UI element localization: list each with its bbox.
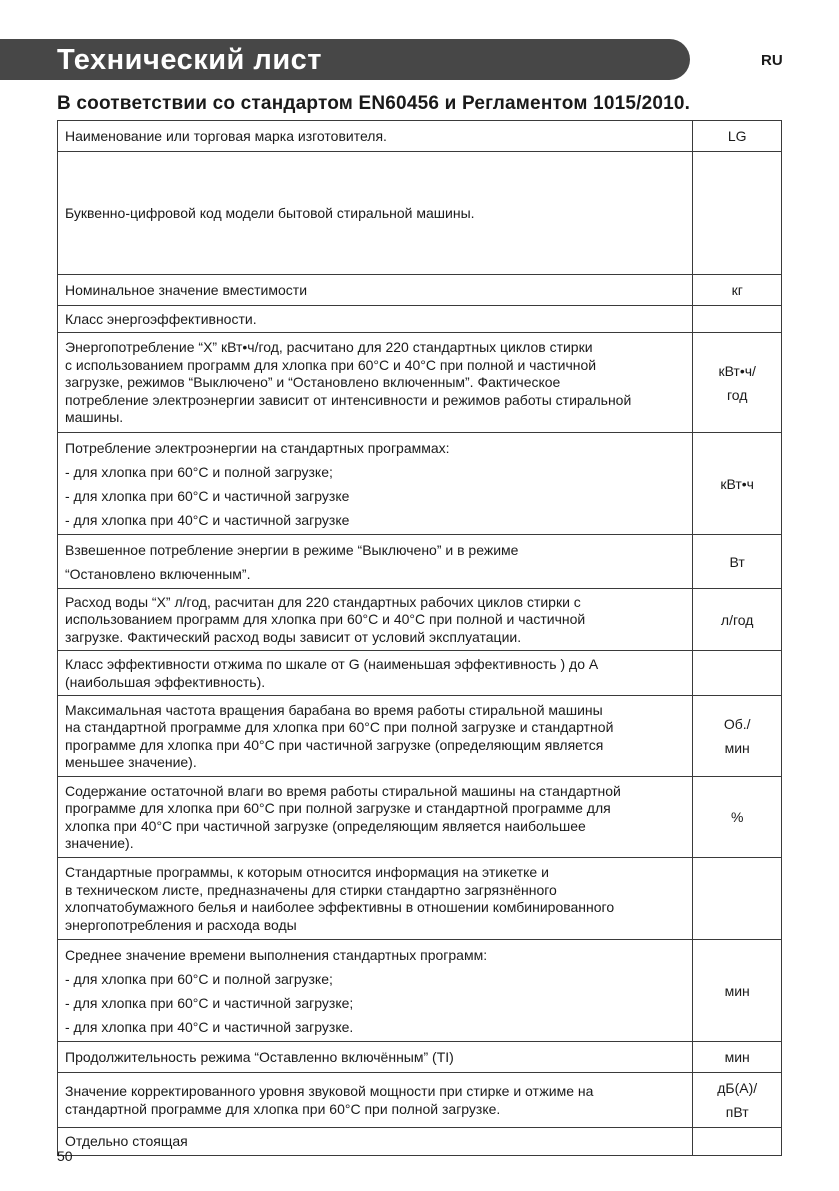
- description-line: Продолжительность режима “Оставленно включённым” (TI): [65, 1048, 454, 1065]
- row-unit: [693, 306, 782, 333]
- description-line: Стандартные программы, к которым относится информация на этикетке и: [65, 864, 549, 880]
- table-row: [58, 152, 782, 275]
- description-line: “Остановлено включенным”.: [65, 566, 251, 582]
- table-row: [58, 1073, 782, 1128]
- table-row: [58, 589, 782, 651]
- description-line: Максимальная частота вращения барабана во время работы стиральной машины: [65, 701, 603, 718]
- row-description: [58, 152, 693, 275]
- unit-value: Об./: [723, 716, 751, 732]
- description-line: - для хлопка при 60°C и полной загрузке;: [65, 971, 333, 987]
- description-line: загрузке. Фактический расход воды зависит от условий эксплуатации.: [65, 628, 522, 645]
- row-description: [58, 696, 693, 777]
- description-line: - для хлопка при 60°C и частичной загрузке;: [65, 995, 354, 1011]
- table-row: [58, 306, 782, 333]
- description-line: (наибольшая эффективность).: [65, 673, 266, 690]
- description-line: Класс энергоэффективности.: [65, 310, 257, 327]
- description-line: в техническом листе, предназначены для стирки стандартно загрязнённого: [65, 881, 557, 898]
- row-description: [58, 1128, 693, 1156]
- description-line: Потребление электроэнергии на стандартных программах:: [65, 440, 450, 456]
- row-unit: [693, 696, 782, 777]
- row-description: [58, 651, 693, 696]
- unit-value: %: [730, 809, 744, 825]
- unit-value: год: [726, 386, 748, 403]
- description-line: машины.: [65, 409, 124, 426]
- row-description: [58, 333, 693, 433]
- table-row: [58, 275, 782, 306]
- description-line: Энергопотребление “X” кВт•ч/год, расчитано для 220 стандартных циклов стирки: [65, 339, 593, 356]
- description-line: энергопотребления и расхода воды: [65, 916, 297, 933]
- table-row: [58, 1128, 782, 1156]
- row-unit: [693, 1073, 782, 1128]
- description-line: потребление электроэнергии зависит от интенсивности и режимов работы стиральной: [65, 391, 632, 408]
- unit-value: мин: [724, 982, 750, 999]
- table-row: [58, 535, 782, 589]
- unit-value: кВт•ч/: [718, 362, 756, 379]
- row-unit: [693, 121, 782, 152]
- description-line: Содержание остаточной влаги во время работы стиральной машины на стандартной: [65, 782, 621, 799]
- row-unit: [693, 651, 782, 696]
- description-line: Значение корректированного уровня звуковой мощности при стирке и отжиме на: [65, 1083, 594, 1099]
- description-line: Класс эффективности отжима по шкале от G (наименьшая эффективность ) до A: [65, 656, 599, 672]
- unit-value: Вт: [729, 553, 745, 570]
- unit-value: л/год: [720, 611, 754, 628]
- header-bar: [0, 39, 690, 80]
- unit-value: кВт•ч: [720, 475, 754, 492]
- row-unit: [693, 1128, 782, 1156]
- row-description: [58, 777, 693, 858]
- description-line: на стандартной программе для хлопка при 60°C при полной загрузке и стандартной: [65, 719, 614, 735]
- description-line: Расход воды “X” л/год, расчитан для 220 стандартных рабочих циклов стирки с: [65, 593, 581, 610]
- row-description: [58, 589, 693, 651]
- row-description: [58, 1073, 693, 1128]
- description-line: стандартной программе для хлопка при 60°C при полной загрузке.: [65, 1100, 501, 1117]
- page-title: Технический лист: [57, 44, 323, 76]
- description-line: Отдельно стоящая: [65, 1133, 188, 1150]
- section-subtitle: В соответствии со стандартом EN60456 и Регламентом 1015/2010.: [57, 93, 691, 114]
- row-unit: [693, 858, 782, 940]
- table-row: [58, 333, 782, 433]
- description-line: - для хлопка при 60°C и полной загрузке;: [65, 464, 333, 480]
- row-unit: [693, 589, 782, 651]
- description-line: хлопчатобумажного белья и наиболее эффективны в отношении комбинированного: [65, 899, 615, 915]
- row-unit: [693, 940, 782, 1042]
- unit-value: LG: [727, 128, 747, 144]
- description-line: Номинальное значение вместимости: [65, 281, 308, 298]
- row-description: [58, 306, 693, 333]
- row-description: [58, 275, 693, 306]
- row-description: [58, 858, 693, 940]
- row-unit: [693, 152, 782, 275]
- page-number: 50: [57, 1148, 73, 1164]
- unit-value: кг: [731, 282, 743, 298]
- description-line: меньшее значение).: [65, 754, 197, 770]
- row-description: [58, 1042, 693, 1073]
- description-line: Среднее значение времени выполнения стандартных программ:: [65, 947, 488, 963]
- table-row: [58, 777, 782, 858]
- table-row: [58, 940, 782, 1042]
- row-unit: [693, 1042, 782, 1073]
- table-row: [58, 433, 782, 535]
- spec-table: [57, 120, 782, 1156]
- unit-value: мин: [724, 1049, 750, 1065]
- description-line: с использованием программ для хлопка при 60°C и 40°C при полной и частичной: [65, 356, 597, 373]
- description-line: - для хлопка при 40°C и частичной загрузке.: [65, 1019, 354, 1035]
- table-row: [58, 651, 782, 696]
- description-line: значение).: [65, 835, 134, 851]
- description-line: хлопка при 40°C при частичной загрузке (определяющим является наибольшее: [65, 817, 586, 834]
- row-unit: [693, 275, 782, 306]
- description-line: загрузке, режимов “Выключено” и “Остановлено включенным”. Фактическое: [65, 374, 561, 391]
- table-row: [58, 1042, 782, 1073]
- row-unit: [693, 777, 782, 858]
- description-line: - для хлопка при 40°C и частичной загрузке: [65, 512, 350, 528]
- row-description: [58, 535, 693, 589]
- description-line: программе для хлопка при 40°C при частичной загрузке (определяющим является: [65, 736, 604, 753]
- unit-value: мин: [724, 740, 750, 756]
- table-row: [58, 121, 782, 152]
- description-line: использованием программ для хлопка при 60°C и 40°C при полной и частичной: [65, 611, 586, 628]
- description-line: - для хлопка при 60°C и частичной загрузке: [65, 488, 350, 504]
- language-label: RU: [761, 52, 783, 69]
- row-unit: [693, 333, 782, 433]
- row-unit: [693, 433, 782, 535]
- row-description: [58, 940, 693, 1042]
- table-row: [58, 858, 782, 940]
- row-unit: [693, 535, 782, 589]
- table-row: [58, 696, 782, 777]
- description-line: Наименование или торговая марка изготовителя.: [65, 127, 387, 144]
- description-line: Буквенно-цифровой код модели бытовой стиральной машины.: [65, 204, 475, 221]
- description-line: Взвешенное потребление энергии в режиме “Выключено” и в режиме: [65, 542, 519, 558]
- row-description: [58, 433, 693, 535]
- unit-value: дБ(A)/: [717, 1080, 758, 1096]
- unit-value: пВт: [725, 1104, 749, 1120]
- row-description: [58, 121, 693, 152]
- description-line: программе для хлопка при 60°C при полной загрузке и стандартной программе для: [65, 800, 611, 816]
